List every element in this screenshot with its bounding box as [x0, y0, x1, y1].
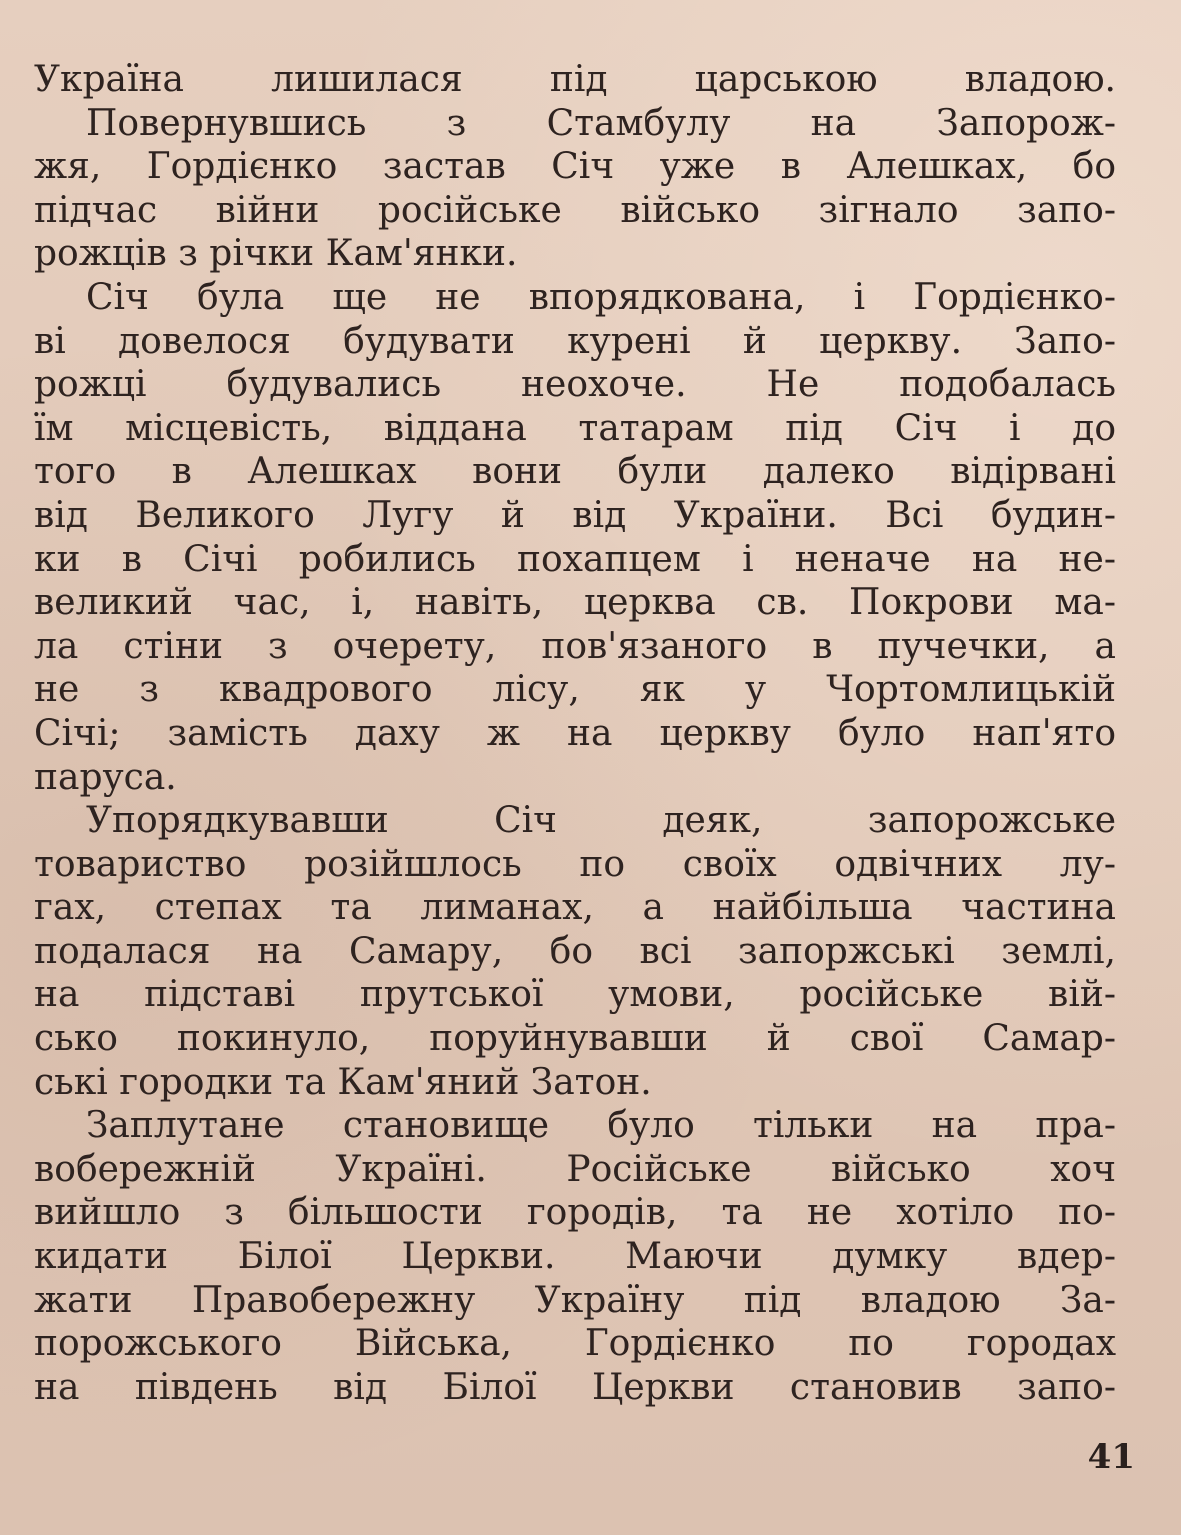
text-line: гах, степах та лиманах, а найбільша частина [34, 887, 1116, 929]
text-line: ві довелося будувати курені й церкву. Запо- [34, 320, 1116, 362]
text-line: не з квадрового лісу, як у Чортомлицькій [34, 669, 1116, 711]
text-line: Січ була ще не впорядкована, і Гордієнко- [86, 276, 1116, 318]
text-line: кидати Білої Церкви. Маючи думку вдер- [34, 1236, 1116, 1278]
text-line: того в Алешках вони були далеко відірвані [34, 451, 1116, 493]
text-line: Україна лишилася під царською владою. [34, 59, 1116, 100]
text-line: порожського Війська, Гордієнко по городах [34, 1323, 1116, 1365]
text-line: підчас війни російське військо зігнало запо- [34, 189, 1116, 231]
text-line: жя, Гордієнко застав Січ уже в Алешках, бо [34, 146, 1116, 188]
text-line: Упорядкувавши Січ деяк, запорожське [86, 800, 1116, 842]
text-line: паруса. [34, 756, 177, 798]
text-line: рожців з річки Кам'янки. [34, 233, 518, 275]
page-number: 41 [1087, 1437, 1135, 1477]
text-line: товариство розійшлось по своїх одвічних лу- [34, 843, 1116, 885]
page-text [34, 58, 1116, 1409]
text-line: на південь від Білої Церкви становив запо- [34, 1366, 1116, 1408]
text-line: ки в Січі робились похапцем і неначе на не- [34, 538, 1116, 580]
text-line: на підставі прутської умови, російське вій- [34, 974, 1116, 1016]
text-line: Повернувшись з Стамбулу на Запорож- [86, 102, 1116, 144]
text-line: сько покинуло, поруйнувавши й свої Самар- [34, 1018, 1116, 1060]
text-line: від Великого Лугу й від України. Всі будин- [34, 494, 1116, 536]
text-line: Січі; замість даху ж на церкву було нап'ято [34, 712, 1116, 754]
text-line: ські городки та Кам'яний Затон. [34, 1061, 652, 1103]
text-line: великий час, і, навіть, церква св. Покрови ма- [34, 582, 1116, 624]
text-line: рожці будувались неохоче. Не подобалась [34, 364, 1116, 406]
text-line: їм місцевість, віддана татарам під Січ і до [34, 407, 1116, 449]
text-line: вобережній Україні. Російське військо хоч [34, 1148, 1116, 1190]
text-line: жати Правобережну Україну під владою За- [34, 1279, 1116, 1321]
text-line: вийшло з більшости городів, та не хотіло по- [34, 1192, 1116, 1234]
text-line: подалася на Самару, бо всі запоржські землі, [34, 930, 1116, 972]
text-line: Заплутане становище було тільки на пра- [86, 1105, 1116, 1147]
text-line: ла стіни з очерету, пов'язаного в пучечки, а [34, 625, 1116, 667]
